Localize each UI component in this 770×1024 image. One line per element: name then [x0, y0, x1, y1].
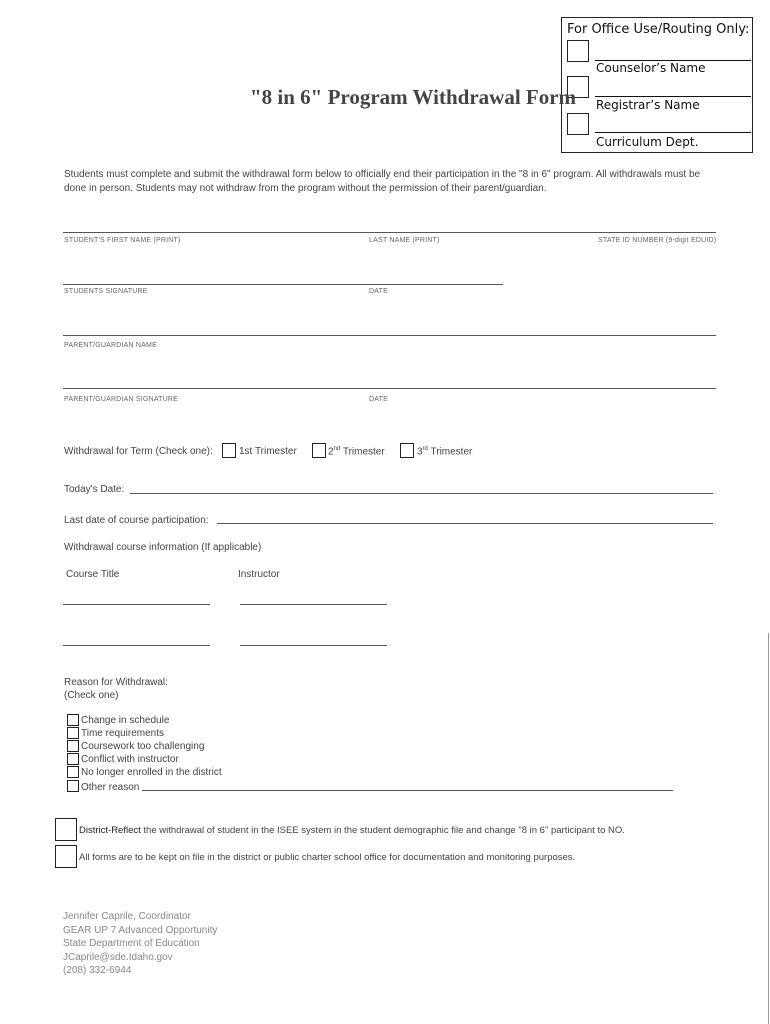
curriculum-label: Curriculum Dept. — [596, 135, 699, 149]
other-reason-line[interactable] — [142, 790, 673, 791]
reason-checkbox[interactable] — [67, 780, 79, 792]
reason-option: Change in schedule — [81, 715, 170, 726]
contact-program: GEAR UP 7 Advanced Opportunity — [63, 924, 218, 936]
forms-kept-checkbox[interactable] — [55, 845, 77, 868]
todays-date-label: Today's Date: — [64, 484, 125, 495]
course-title-header: Course Title — [66, 569, 120, 580]
parent-signature-line[interactable] — [63, 388, 716, 389]
form-title: "8 in 6" Program Withdrawal Form — [250, 85, 577, 109]
parent-name-label: PARENT/GUARDIAN NAME — [64, 342, 157, 349]
counselor-checkbox[interactable] — [567, 40, 589, 62]
student-signature-label: STUDENTS SIGNATURE — [64, 288, 148, 295]
district-reflect-checkbox[interactable] — [55, 818, 77, 841]
registrar-line — [595, 96, 751, 97]
term-label: Withdrawal for Term (Check one): — [64, 446, 213, 457]
date-label-2: DATE — [369, 396, 388, 403]
first-name-label: STUDENT'S FIRST NAME (PRINT) — [64, 237, 181, 244]
last-date-label: Last date of course participation: — [64, 515, 209, 526]
course-title-line-2[interactable] — [63, 645, 210, 646]
state-id-label: STATE ID NUMBER (9-digit EDUID) — [598, 237, 717, 244]
reason-checkbox[interactable] — [67, 727, 79, 739]
reason-checkbox[interactable] — [67, 740, 79, 752]
office-use-title: For Office Use/Routing Only: — [567, 22, 750, 37]
course-info-label: Withdrawal course information (If applicable) — [64, 542, 262, 553]
trimester-1-checkbox[interactable] — [222, 443, 236, 458]
contact-name: Jennifer Caprile, Coordinator — [63, 911, 191, 922]
reason-option: Conflict with instructor — [81, 754, 179, 765]
curriculum-checkbox[interactable] — [567, 113, 589, 135]
instructor-line-2[interactable] — [240, 645, 387, 646]
reason-option: Time requirements — [81, 728, 164, 739]
trimester-2-checkbox[interactable] — [312, 443, 326, 458]
reason-option: Coursework too challenging — [81, 741, 205, 752]
course-title-line-1[interactable] — [63, 604, 210, 605]
contact-email[interactable]: JCaprile@sde.Idaho.gov — [63, 951, 173, 963]
contact-department: State Department of Education — [63, 938, 200, 949]
trimester-2-label: 2nd Trimester — [328, 446, 385, 458]
district-reflect-text: District-Reflect the withdrawal of student in the ISEE system in the student demographic file and change "8 in 6" participant to NO. — [79, 825, 625, 836]
reason-checkbox[interactable] — [67, 753, 79, 765]
forms-kept-text: All forms are to be kept on file in the district or public charter school office for documentation and monitoring purposes. — [79, 852, 576, 863]
date-label-1: DATE — [369, 288, 388, 295]
page-edge-divider — [768, 633, 769, 1024]
curriculum-line — [595, 132, 751, 133]
trimester-3-checkbox[interactable] — [400, 443, 414, 458]
trimester-3-label: 3rd Trimester — [417, 446, 473, 458]
instructor-header: Instructor — [238, 569, 280, 580]
last-name-label: LAST NAME (PRINT) — [369, 237, 440, 244]
student-signature-line[interactable] — [63, 284, 503, 285]
reason-sub: (Check one) — [64, 690, 119, 701]
registrar-label: Registrar’s Name — [596, 98, 700, 112]
reason-option: No longer enrolled in the district — [81, 767, 222, 778]
parent-name-line[interactable] — [63, 335, 716, 336]
last-date-line[interactable] — [217, 523, 713, 524]
intro-text: Students must complete and submit the withdrawal form below to officially end their participation in the "8 in 6" program. All withdrawals must be done in person. Students may not withdraw from the program without the permission of their parent/guardian. — [64, 169, 701, 194]
reason-checkbox[interactable] — [67, 766, 79, 778]
counselor-label: Counselor’s Name — [596, 61, 706, 75]
parent-signature-label: PARENT/GUARDIAN SIGNATURE — [64, 396, 179, 403]
reason-option: Other reason — [81, 782, 140, 793]
reason-checkbox[interactable] — [67, 714, 79, 726]
instructor-line-1[interactable] — [240, 604, 387, 605]
reason-heading: Reason for Withdrawal: — [64, 677, 168, 688]
student-name-line[interactable] — [63, 232, 716, 233]
contact-phone: (208) 332-6944 — [63, 965, 132, 976]
contact-block — [63, 910, 217, 978]
todays-date-line[interactable] — [130, 493, 713, 494]
trimester-1-label: 1st Trimester — [239, 446, 297, 457]
